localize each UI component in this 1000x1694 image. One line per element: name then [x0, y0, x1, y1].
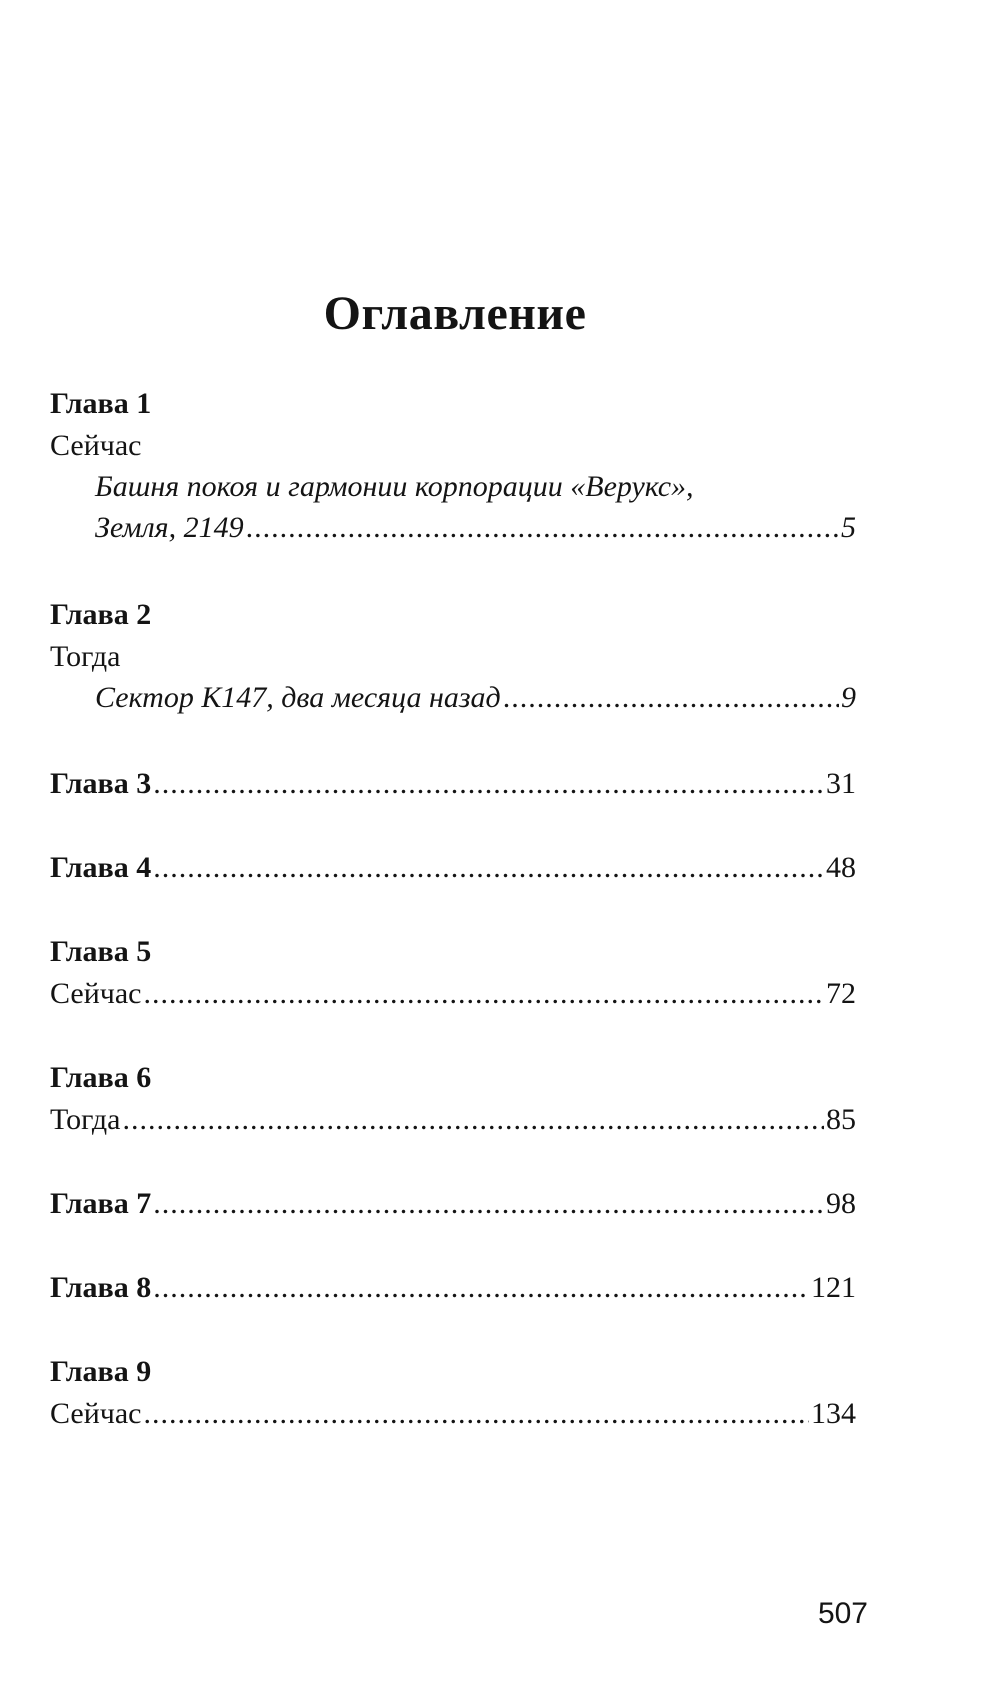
- page-number: 507: [817, 1597, 868, 1630]
- toc-chapter-6-subtitle: Тогда: [50, 1103, 121, 1136]
- toc-chapter-4-heading: Глава 4: [50, 851, 152, 884]
- dot-leader: [122, 1101, 824, 1139]
- toc-entry-chapter-4[interactable]: [50, 849, 856, 887]
- dot-leader: [153, 1269, 809, 1307]
- toc-title: Оглавление: [323, 287, 587, 340]
- toc-chapter-7-page: 98: [826, 1187, 856, 1220]
- toc-chapter-5-subtitle: Сейчас: [50, 977, 142, 1010]
- toc-chapter-2-subtitle: Тогда: [50, 640, 121, 673]
- toc-chapter-6-page: 85: [826, 1103, 856, 1136]
- toc-chapter-8-page: 121: [811, 1271, 856, 1304]
- toc-chapter-1-location-line1: Башня покоя и гармонии корпорации «Верукс»,: [95, 470, 694, 503]
- toc-entry-chapter-3[interactable]: [50, 765, 856, 803]
- toc-entry-chapter-6[interactable]: [50, 1101, 856, 1139]
- dot-leader: [153, 765, 824, 803]
- toc-chapter-2-location: Сектор К147, два месяца назад: [95, 681, 501, 714]
- toc-entry-chapter-1[interactable]: [95, 509, 856, 547]
- toc-chapter-8-heading: Глава 8: [50, 1271, 152, 1304]
- toc-chapter-4-page: 48: [826, 851, 856, 884]
- toc-chapter-7-heading: Глава 7: [50, 1187, 152, 1220]
- toc-chapter-1-location-line2: Земля, 2149: [95, 511, 244, 544]
- toc-entry-chapter-9[interactable]: [50, 1395, 856, 1433]
- toc-entry-chapter-5[interactable]: [50, 975, 856, 1013]
- toc-chapter-2-page: 9: [841, 681, 856, 714]
- toc-chapter-3-heading: Глава 3: [50, 767, 152, 800]
- toc-chapter-1-page: 5: [841, 511, 856, 544]
- toc-entry-chapter-2[interactable]: [95, 679, 856, 717]
- toc-entry-chapter-8[interactable]: [50, 1269, 856, 1307]
- dot-leader: [153, 1185, 824, 1223]
- toc-chapter-9-heading: Глава 9: [50, 1355, 152, 1388]
- toc-chapter-9-page: 134: [811, 1397, 856, 1430]
- dot-leader: [503, 679, 839, 717]
- toc-entry-chapter-7[interactable]: [50, 1185, 856, 1223]
- toc-chapter-1-subtitle: Сейчас: [50, 429, 142, 462]
- dot-leader: [153, 849, 824, 887]
- toc-chapter-1-heading: Глава 1: [50, 387, 152, 420]
- toc-chapter-9-subtitle: Сейчас: [50, 1397, 142, 1430]
- dot-leader: [143, 975, 824, 1013]
- toc-chapter-2-heading: Глава 2: [50, 598, 152, 631]
- toc-chapter-5-page: 72: [826, 977, 856, 1010]
- dot-leader: [246, 509, 839, 547]
- dot-leader: [143, 1395, 809, 1433]
- toc-chapter-5-heading: Глава 5: [50, 935, 152, 968]
- toc-chapter-3-page: 31: [826, 767, 856, 800]
- toc-chapter-6-heading: Глава 6: [50, 1061, 152, 1094]
